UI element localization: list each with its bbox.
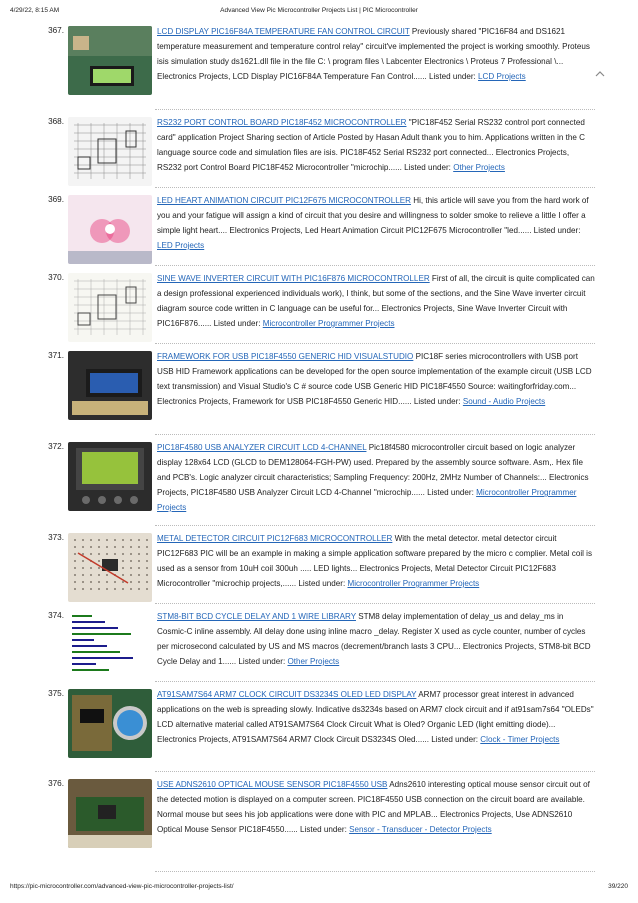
project-summary: Hi, this article will save you from the hard work of you and your fatigue will assign a kind of circuit that you desire and willingness to solder smoke to relieve a little I offer a simple light heart.... Electronics Projects, Led Heart Animation Circuit PIC12F675 Microcontroller "led...... Listed under: [157,196,589,235]
entry-body [157,193,595,253]
category-link[interactable]: LCD Projects [478,72,526,81]
entry-number: 373. [48,533,64,542]
project-entry [0,526,638,604]
category-link[interactable]: LED Projects [157,241,205,250]
category-link[interactable]: Microcontroller Programmer Projects [347,579,480,588]
project-entry [0,772,638,872]
breadboard-photo-thumbnail[interactable] [68,533,152,602]
project-entry [0,266,638,344]
entry-number: 372. [48,442,64,451]
glcd-analyzer-photo-thumbnail[interactable] [68,442,152,511]
project-title-link[interactable]: SINE WAVE INVERTER CIRCUIT WITH PIC16F876 MICROCONTROLLER [157,274,430,283]
category-link[interactable]: Microcontroller Programmer Projects [157,488,577,512]
print-header [10,7,628,19]
print-title: Advanced View Pic Microcontroller Projects List | PIC Microcontroller [220,7,418,14]
project-summary: Adns2610 interesting optical mouse sensor circuit out of the detected motion is displayed on a computer screen. PIC18F4550 USB connection on the circuit board are available. Normal mouse but sees his job applications were done with PIC and MPLAB... Electronics Projects, Use ADNS2610 Optical Mouse Sensor PIC18F4550...... Listed under: [157,780,590,834]
category-link[interactable]: Clock - Timer Projects [480,735,560,744]
entry-number: 368. [48,117,64,126]
project-summary: Pic18f4580 microcontroller circuit based on logic analyzer display 128x64 LCD (GLCD to DEM128064-FGH-PW) used. Prepared by the assembly source software. Asm,. Hex file and PCB's. Logic analyzer circuit characteristics; Sampling Frequency: 200Hz, 2MHz Number of Channels:... Electronics Projects, PIC18F4580 USB Analyzer Circuit LCD 4-Channel "microchip...... Listed under: [157,443,589,497]
schematic-diagram-thumbnail[interactable] [68,117,152,186]
entry-body [157,609,595,669]
print-date: 4/29/22, 8:15 AM [10,7,60,14]
entry-number: 369. [48,195,64,204]
project-summary: STM8 delay implementation of delay_us and delay_ms in Cosmic-C inline assembly. All delay done using inline macro _delay. Register X used as cycle counter, number of cycles per microsecond calculated by US and MS macros (decrement/branch lasts 3 CPU... Electronics Projects, STM8-bit BCD Cycle Delay and 1...... Listed under: [157,612,591,666]
project-entry [0,682,638,772]
category-link[interactable]: Sound - Audio Projects [462,397,546,406]
project-title-link[interactable]: PIC18F4580 USB ANALYZER CIRCUIT LCD 4-CHANNEL [157,443,367,452]
project-entry [0,188,638,266]
inverter-schematic-thumbnail[interactable] [68,273,152,342]
project-title-link[interactable]: METAL DETECTOR CIRCUIT PIC12F683 MICROCONTROLLER [157,534,393,543]
entry-body [157,777,595,837]
entry-body [157,531,595,591]
page-number: 39/220 [608,883,628,890]
project-title-link[interactable]: LED HEART ANIMATION CIRCUIT PIC12F675 MICROCONTROLLER [157,196,411,205]
entry-number: 376. [48,779,64,788]
project-title-link[interactable]: AT91SAM7S64 ARM7 CLOCK CIRCUIT DS3234S OLED LED DISPLAY [157,690,417,699]
category-link[interactable]: Other Projects [287,657,340,666]
project-summary: PIC18F series microcontrollers with USB port USB HID Framework applications can be developed for the open source implementation of the example circuit (USB LCD text transmission) and Visual Studio's C # source code USB Generic HID PIC18F4550 Source: waitingforfriday.com... Electronics Projects, Framework for USB PIC18F4550 Generic HID...... Listed under: [157,352,592,406]
project-summary: Previously shared "PIC16F84 and DS1621 temperature measurement and temperature control relay" circuit've implemented the project is working smoothly. Proteus isis simulation study ds1621.dll file in the file C: \ program files \ Labcenter Electronics \ Proteus 7 Professional \... Electronics Projects, LCD Display PIC16F84A Temperature Fan Control...... Listed under: [157,27,590,81]
project-summary: First of all, the circuit is quite complicated can a design professional experienced individuals work), I think, but some of the sections, and the Sine Wave inverter circuit diagram source code written in C language can be useful for... Electronics Projects, Sine Wave Inverter Circuit with PIC16F876...... Listed under: [157,274,595,328]
project-title-link[interactable]: STM8-BIT BCD CYCLE DELAY AND 1 WIRE LIBRARY [157,612,356,621]
entry-body [157,271,595,331]
scroll-up-icon[interactable] [595,69,605,79]
lcd-board-photo-thumbnail[interactable] [68,26,152,95]
entry-body [157,349,595,409]
project-summary: "PIC18F452 Serial RS232 control port connected card" application Project Sharing section of Article Posted by Hasan Adult thank you to him. Applications written in the C language source code and simulation files are isis. PIC18F452 Serial RS232 port connected... Electronics Projects, RS232 port Control Board PIC18F452 Microcontroller "microchip...... Listed under: [157,118,586,172]
page-url: https://pic-microcontroller.com/advanced-view-pic-microcontroller-projects-list/ [10,883,234,890]
project-entry [0,604,638,682]
entry-number: 370. [48,273,64,282]
project-summary: ARM7 processor great interest in advanced applications on the web is spreading slowly. Indicative ds3234s based on ARM7 clock circuit and if at91sam7s64 "OLEDs" LCD alternative material called AT91SAM7S64 Clock Circuit What is Oled? Organic LED (light emitting diode)... Electronics Projects, AT91SAM7S64 ARM7 Clock Circuit DS3234S Oled...... Listed under: [157,690,594,744]
code-listing-thumbnail[interactable] [68,611,152,680]
category-link[interactable]: Other Projects [453,163,505,172]
project-summary: With the metal detector. metal detector circuit PIC12F683 PIC will be an example in making a simple application software prepared by the micro c complier. Metal coil is used as a sensor from 10uH coil 300uh ..... LED lights... Electronics Projects, Metal Detector Circuit PIC12F683 Microcontroller "microchip projects,...... Listed under: [157,534,593,588]
mouse-sensor-board-photo-thumbnail[interactable] [68,779,152,848]
project-title-link[interactable]: FRAMEWORK FOR USB PIC18F4550 GENERIC HID VISUALSTUDIO [157,352,414,361]
entry-body [157,24,595,84]
entry-number: 367. [48,26,64,35]
project-title-link[interactable]: RS232 PORT CONTROL BOARD PIC18F452 MICROCONTROLLER [157,118,407,127]
project-title-link[interactable]: USE ADNS2610 OPTICAL MOUSE SENSOR PIC18F4550 USB [157,780,388,789]
projects-list [0,19,638,872]
entry-body [157,440,595,515]
project-entry [0,19,638,110]
led-heart-photo-thumbnail[interactable] [68,195,152,264]
project-entry [0,110,638,188]
entry-number: 374. [48,611,64,620]
project-title-link[interactable]: LCD DISPLAY PIC16F84A TEMPERATURE FAN CONTROL CIRCUIT [157,27,410,36]
print-footer [10,883,628,895]
entry-body [157,687,595,747]
usb-lcd-board-photo-thumbnail[interactable] [68,351,152,420]
entry-body [157,115,595,175]
entry-number: 371. [48,351,64,360]
category-link[interactable]: Microcontroller Programmer Projects [262,319,395,328]
category-link[interactable]: Sensor - Transducer - Detector Projects [349,825,492,834]
oled-clock-photo-thumbnail[interactable] [68,689,152,758]
project-entry [0,344,638,435]
entry-divider [155,871,595,872]
entry-number: 375. [48,689,64,698]
project-entry [0,435,638,526]
